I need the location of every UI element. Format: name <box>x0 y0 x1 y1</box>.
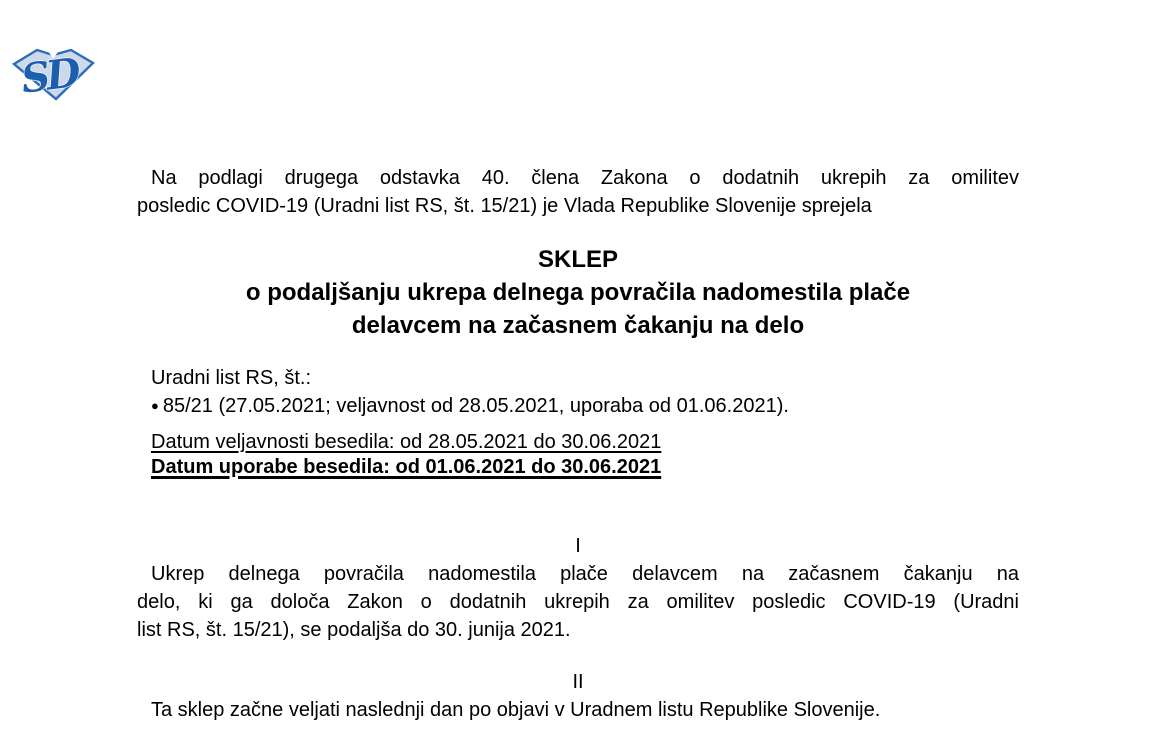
bullet-icon: ● <box>151 398 159 413</box>
document-content <box>137 0 1019 724</box>
document-title <box>137 243 1019 342</box>
gazette-item <box>151 392 1019 420</box>
usage-date-line <box>151 455 1019 480</box>
section-2-paragraph <box>137 696 1019 724</box>
gazette-reference <box>137 364 1019 420</box>
section-2-line-1: Ta sklep začne veljati naslednji dan po objavi v Uradnem listu Republike Slovenije. <box>151 699 881 721</box>
usage-date-text: Datum uporabe besedila: od 01.06.2021 do 30.06.2021 <box>151 456 662 478</box>
section-1-line-2: delo, ki ga določa Zakon o dodatnih ukrepih za omilitev posledic COVID-19 (Uradni <box>137 591 1019 613</box>
validity-date-text: Datum veljavnosti besedila: od 28.05.2021 do 30.06.2021 <box>151 431 662 453</box>
gazette-label: Uradni list RS, št.: <box>151 367 312 389</box>
section-2-heading: II <box>572 671 584 693</box>
section-1-line-1: Ukrep delnega povračila nadomestila plače delavcem na začasnem čakanju na <box>151 563 1019 585</box>
validity-date-line <box>151 430 1019 455</box>
title-line-1: SKLEP <box>537 246 618 273</box>
logo-letters: SD <box>18 49 80 103</box>
title-line-3: delavcem na začasnem čakanju na delo <box>351 312 805 339</box>
sd-logo <box>12 47 95 102</box>
section-1-paragraph <box>137 560 1019 644</box>
intro-paragraph <box>137 164 1019 220</box>
intro-line-1: Na podlagi drugega odstavka 40. člena Zakona o dodatnih ukrepih za omilitev <box>151 167 1019 189</box>
intro-line-2: posledic COVID-19 (Uradni list RS, št. 15/21) je Vlada Republike Slovenije sprejela <box>137 195 872 217</box>
section-1-heading: I <box>575 535 581 557</box>
gazette-item-text: 85/21 (27.05.2021; veljavnost od 28.05.2021, uporaba od 01.06.2021). <box>162 395 789 417</box>
validity-dates <box>137 430 1019 480</box>
sd-logo-icon <box>12 47 95 102</box>
section-1-line-3: list RS, št. 15/21), se podaljša do 30. junija 2021. <box>137 619 571 641</box>
title-line-2: o podaljšanju ukrepa delnega povračila nadomestila plače <box>245 279 911 306</box>
